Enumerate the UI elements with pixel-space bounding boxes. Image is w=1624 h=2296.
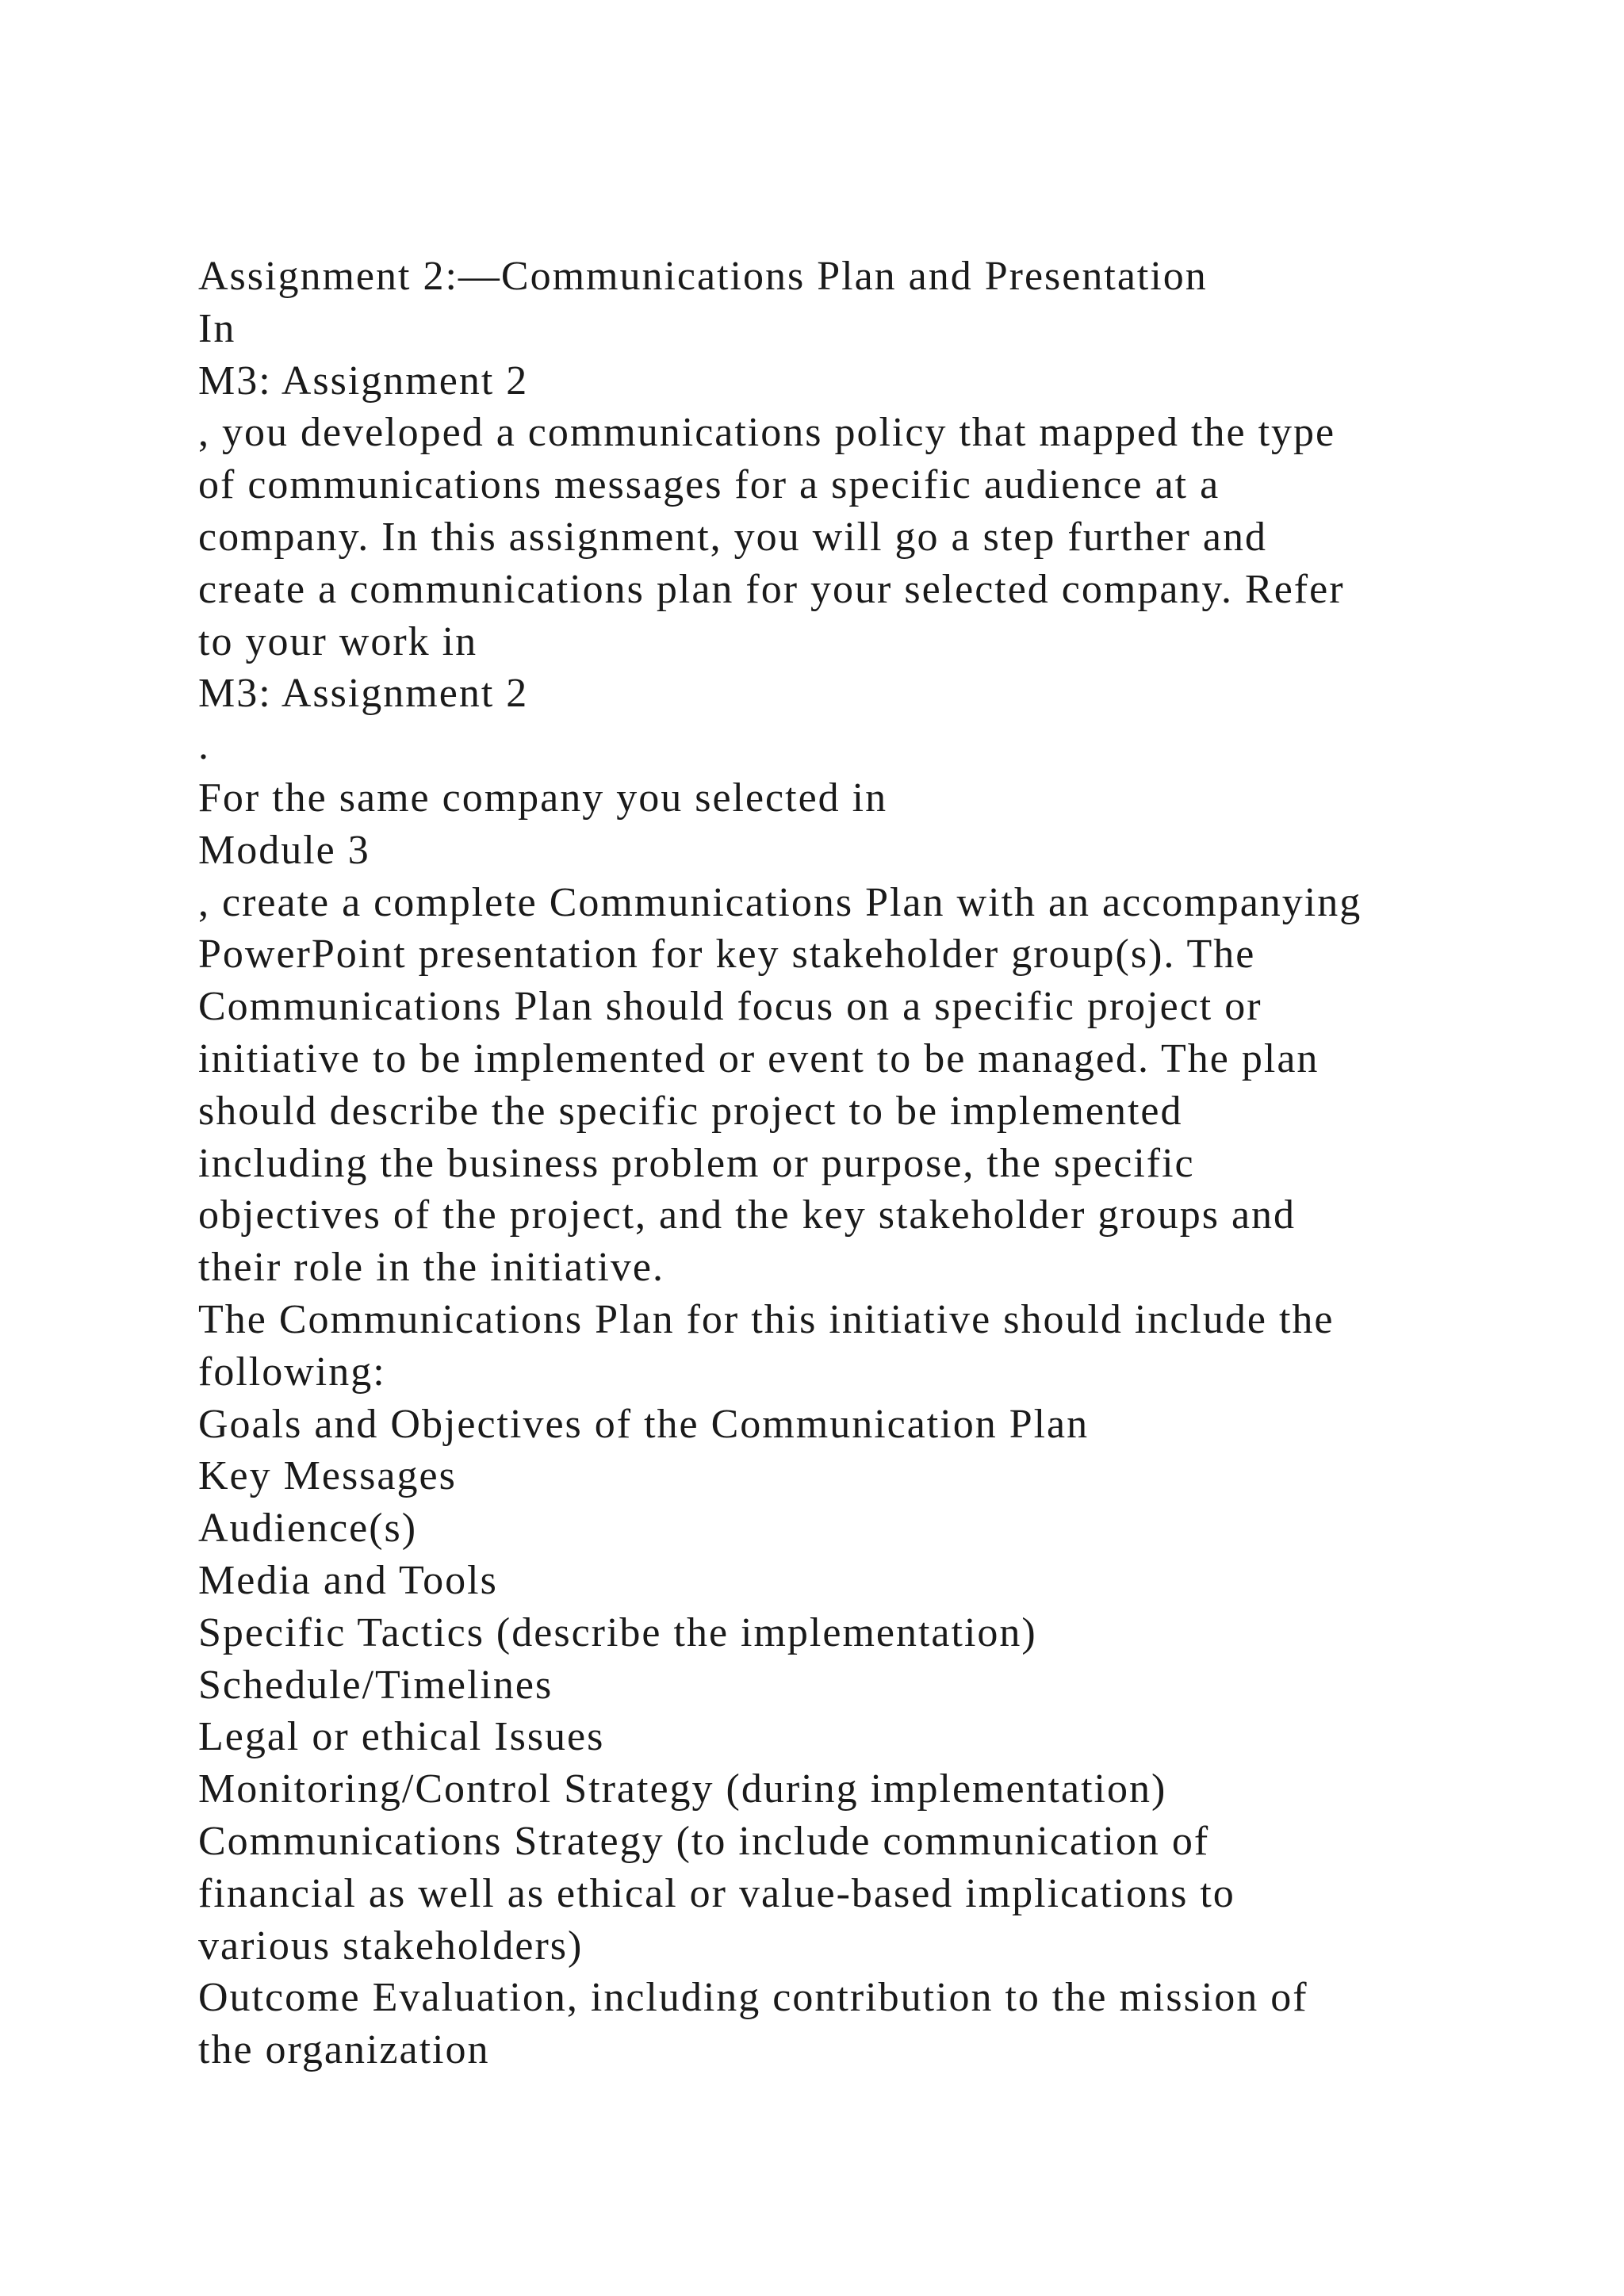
document-line: . bbox=[198, 723, 210, 769]
document-line: various stakeholders) bbox=[198, 1923, 584, 1969]
document-line: following: bbox=[198, 1349, 386, 1395]
document-line: PowerPoint presentation for key stakeholder group(s). The bbox=[198, 932, 1256, 978]
document-line: objectives of the project, and the key stakeholder groups and bbox=[198, 1192, 1297, 1238]
document-line: Legal or ethical Issues bbox=[198, 1714, 605, 1760]
document-line: company. In this assignment, you will go a step further and bbox=[198, 514, 1267, 560]
document-line: M3: Assignment 2 bbox=[198, 358, 529, 404]
document-line: initiative to be implemented or event to be managed. The plan bbox=[198, 1035, 1320, 1081]
document-line: Assignment 2:—Communications Plan and Presentation bbox=[198, 254, 1208, 299]
document-line: Communications Strategy (to include communication of bbox=[198, 1818, 1210, 1864]
document-line: including the business problem or purpose, the specific bbox=[198, 1140, 1195, 1186]
document-line: Audience(s) bbox=[198, 1506, 418, 1552]
document-line: The Communications Plan for this initiative should include the bbox=[198, 1296, 1335, 1342]
document-line: Schedule/Timelines bbox=[198, 1662, 553, 1708]
document-line: , create a complete Communications Plan with an accompanying bbox=[198, 879, 1362, 925]
document-line: create a communications plan for your selected company. Refer bbox=[198, 566, 1345, 612]
document-line: M3: Assignment 2 bbox=[198, 671, 529, 717]
document-line: Media and Tools bbox=[198, 1557, 498, 1603]
document-line: Communications Plan should focus on a specific project or bbox=[198, 984, 1262, 1030]
document-line: their role in the initiative. bbox=[198, 1245, 665, 1291]
document-line: Monitoring/Control Strategy (during implementation) bbox=[198, 1766, 1167, 1812]
document-line: For the same company you selected in bbox=[198, 775, 888, 821]
document-line: to your work in bbox=[198, 618, 478, 664]
document-line: In bbox=[198, 305, 236, 351]
document-line: Outcome Evaluation, including contribution to the mission of bbox=[198, 1975, 1308, 2021]
document-body bbox=[198, 251, 1546, 2076]
document-line: Key Messages bbox=[198, 1453, 457, 1499]
document-line: Goals and Objectives of the Communication Plan bbox=[198, 1401, 1090, 1447]
document-line: financial as well as ethical or value-based implications to bbox=[198, 1870, 1235, 1916]
document-line: the organization bbox=[198, 2027, 490, 2073]
document-line: Module 3 bbox=[198, 827, 370, 873]
document-line: of communications messages for a specific audience at a bbox=[198, 462, 1220, 508]
document-line: should describe the specific project to be implemented bbox=[198, 1088, 1183, 1134]
document-line: Specific Tactics (describe the implementation) bbox=[198, 1609, 1037, 1655]
document-line: , you developed a communications policy that mapped the type bbox=[198, 410, 1336, 456]
